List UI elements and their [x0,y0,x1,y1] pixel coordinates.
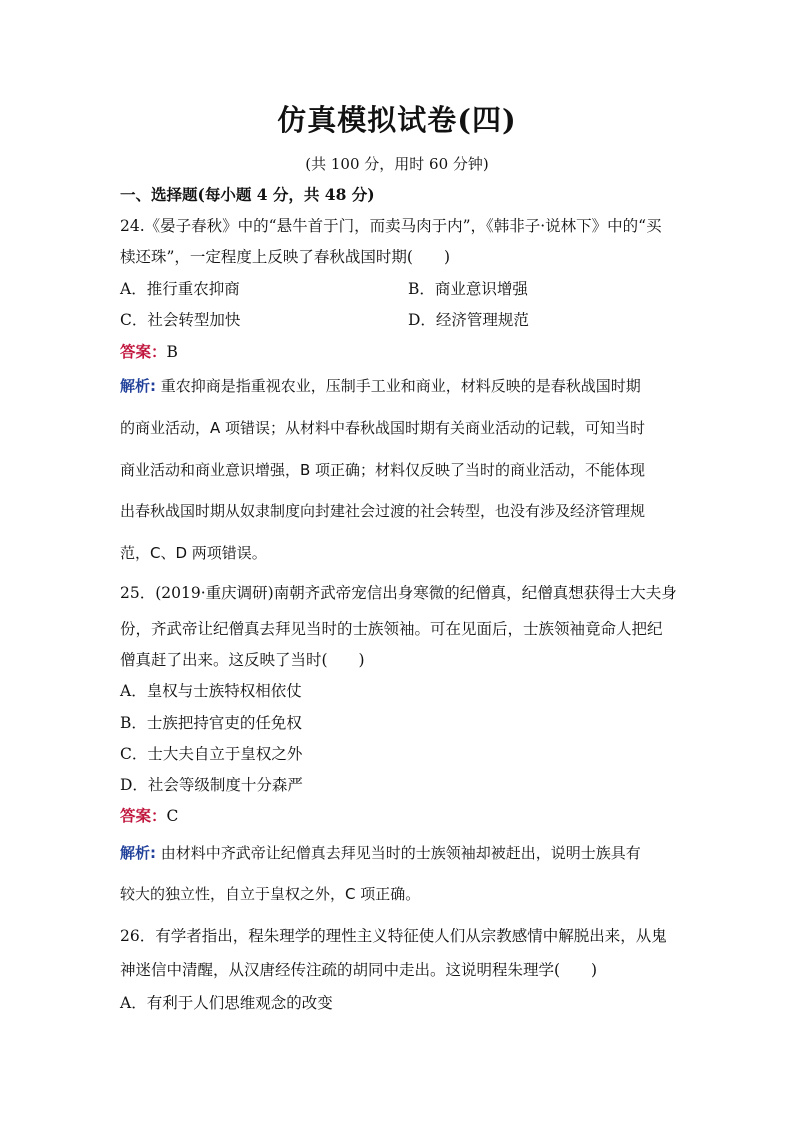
q24-analysis-label: 解析: [120,377,156,395]
q25-analysis-line-1 [120,843,680,863]
q25-stem-line-1: 25．(2019·重庆调研)南朝齐武帝宠信出身寒微的纪僧真，纪僧真想获得士大夫身 [120,584,677,602]
q24-analysis-line-2: 的商业活动，A 项错误；从材料中春秋战国时期有关商业活动的记载，可知当时 [120,419,646,437]
q24-option-c: C．社会转型加快 [120,311,241,329]
q25-answer-label: 答案： [120,806,167,825]
q24-analysis-text-1: 重农抑商是指重视农业，压制手工业和商业，材料反映的是春秋战国时期 [156,377,641,395]
q26-stem-line-1: 26．有学者指出，程朱理学的理性主义特征使人们从宗教感情中解脱出来，从鬼 [120,927,667,945]
q25-option-d: D．社会等级制度十分森严 [120,776,303,794]
q26-stem-line-2: 神迷信中清醒，从汉唐经传注疏的胡同中走出。这说明程朱理学( ) [120,961,598,979]
q24-stem-line-2: 椟还珠”，一定程度上反映了春秋战国时期( ) [120,248,451,266]
section-heading: 一、选择题(每小题 4 分，共 48 分) [120,185,375,204]
q25-stem-line-3: 僧真赶了出来。这反映了当时( ) [120,651,365,669]
q24-analysis-line-3: 商业活动和商业意识增强，B 项正确；材料仅反映了当时的商业活动，不能体现 [120,461,646,479]
q25-answer [120,806,680,826]
q24-answer [120,342,680,362]
q26-option-a: A．有利于人们思维观念的改变 [120,994,333,1012]
q24-option-b: B．商业意识增强 [408,280,528,298]
q25-analysis-label: 解析: [120,844,156,862]
q25-analysis-line-2: 较大的独立性，自立于皇权之外，C 项正确。 [120,885,421,903]
q24-stem-line-1: 24.《晏子春秋》中的“悬牛首于门，而卖马肉于内”，《韩非子·说林下》中的“买 [120,217,662,235]
q24-answer-value: B [166,343,178,361]
q24-option-d: D．经济管理规范 [408,311,529,329]
q24-analysis-line-1 [120,376,680,396]
q24-answer-label: 答案： [120,342,167,361]
q24-analysis-line-5: 范，C、D 两项错误。 [120,544,267,562]
exam-subtitle: (共 100 分，用时 60 分钟) [305,155,489,173]
q25-answer-value: C [166,807,179,825]
q25-option-b: B．士族把持官吏的任免权 [120,714,302,732]
q25-option-c: C．士大夫自立于皇权之外 [120,745,303,763]
q25-option-a: A．皇权与士族特权相依仗 [120,682,302,700]
q25-stem-line-2: 份，齐武帝让纪僧真去拜见当时的士族领袖。可在见面后，士族领袖竟命人把纪 [120,620,663,638]
q24-option-a: A．推行重农抑商 [120,280,240,298]
q25-analysis-text-1: 由材料中齐武帝让纪僧真去拜见当时的士族领袖却被赶出，说明士族具有 [156,844,641,862]
q24-analysis-line-4: 出春秋战国时期从奴隶制度向封建社会过渡的社会转型，也没有涉及经济管理规 [120,502,646,520]
exam-title: 仿真模拟试卷(四) [277,103,517,137]
